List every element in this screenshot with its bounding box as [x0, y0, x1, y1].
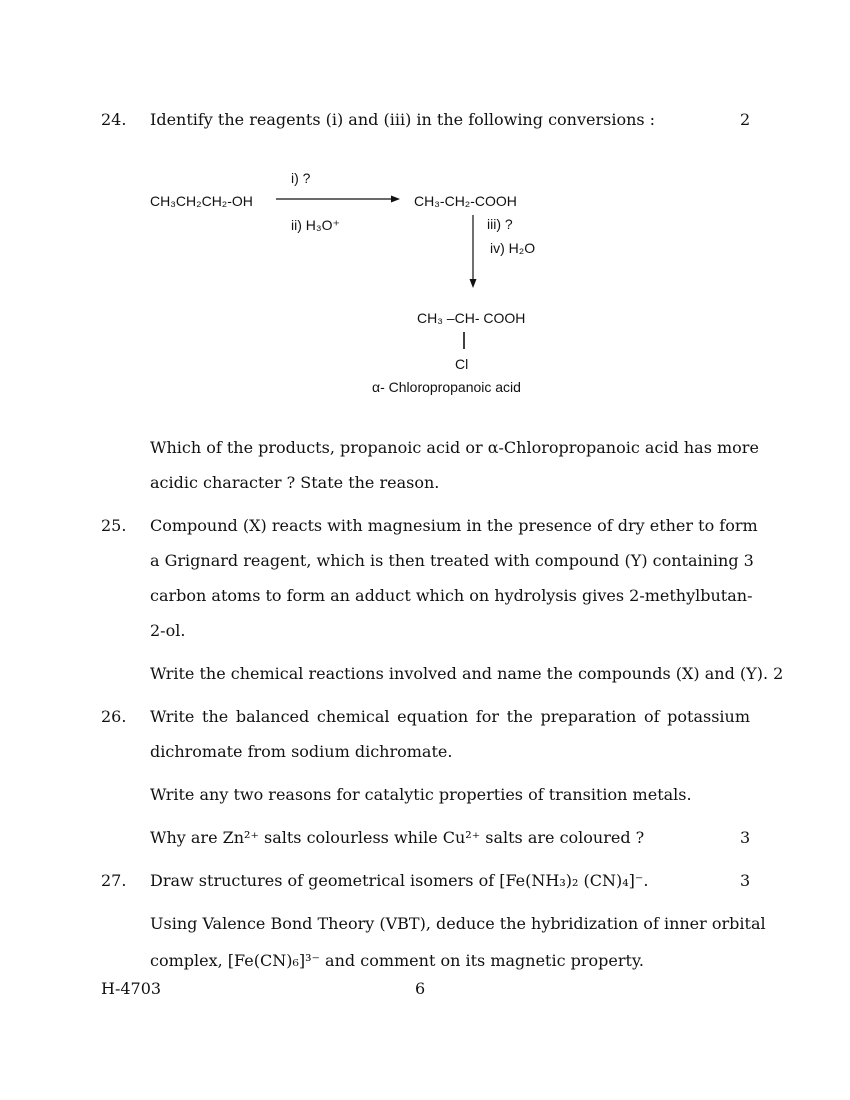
page-number: 6	[415, 979, 426, 998]
q25-line3: carbon atoms to form an adduct which on hydrolysis gives 2-methylbutan-	[150, 586, 753, 605]
q25-line5: Write the chemical reactions involved and name the compounds (X) and (Y). 2	[150, 664, 784, 683]
scheme-reagent-iv: iv) H₂O	[490, 240, 536, 256]
q24-text: Identify the reagents (i) and (iii) in the following conversions :	[150, 110, 656, 129]
q27-line1: Draw structures of geometrical isomers of [Fe(NH₃)₂ (CN)₄]⁻.	[150, 871, 649, 890]
q24-number: 24.	[101, 110, 127, 129]
scheme-reactant: CH₃CH₂CH₂-OH	[150, 193, 253, 209]
horizontal-arrowhead	[391, 196, 400, 203]
q24-follow-line1: Which of the products, propanoic acid or α-Chloropropanoic acid has more	[150, 438, 759, 457]
scheme-substituent: Cl	[455, 356, 469, 372]
q24-marks: 2	[740, 110, 751, 129]
vertical-arrowhead	[470, 279, 477, 288]
scheme-reagent-iii: iii) ?	[487, 216, 513, 232]
scheme-final-name: α- Chloropropanoic acid	[372, 379, 521, 395]
q25-line4: 2-ol.	[150, 621, 186, 640]
scheme-final-formula: CH₃ –CH- COOH	[417, 310, 526, 326]
q25-line2: a Grignard reagent, which is then treated with compound (Y) containing 3	[150, 551, 754, 570]
q27-line2: Using Valence Bond Theory (VBT), deduce the hybridization of inner orbital	[150, 914, 766, 933]
q27-number: 27.	[101, 871, 127, 890]
scheme-reagent-i: i) ?	[291, 170, 311, 186]
q26-line3: Write any two reasons for catalytic properties of transition metals.	[150, 785, 692, 804]
q26-line4: Why are Zn²⁺ salts colourless while Cu²⁺ salts are coloured ?	[150, 828, 645, 847]
q27-line3: complex, [Fe(CN)₆]³⁻ and comment on its magnetic property.	[150, 951, 644, 970]
q25-line1: Compound (X) reacts with magnesium in the presence of dry ether to form	[150, 516, 758, 535]
scheme-product: CH₃-CH₂-COOH	[414, 193, 517, 209]
q26-line1: Write the balanced chemical equation for the preparation of potassium	[150, 707, 750, 726]
q26-line2: dichromate from sodium dichromate.	[150, 742, 453, 761]
scheme-reagent-ii: ii) H₃O⁺	[291, 217, 340, 233]
q27-marks: 3	[740, 871, 751, 890]
q25-number: 25.	[101, 516, 127, 535]
q26-marks: 3	[740, 828, 751, 847]
q26-number: 26.	[101, 707, 127, 726]
paper-code: H-4703	[101, 979, 162, 998]
q24-follow-line2: acidic character ? State the reason.	[150, 473, 440, 492]
